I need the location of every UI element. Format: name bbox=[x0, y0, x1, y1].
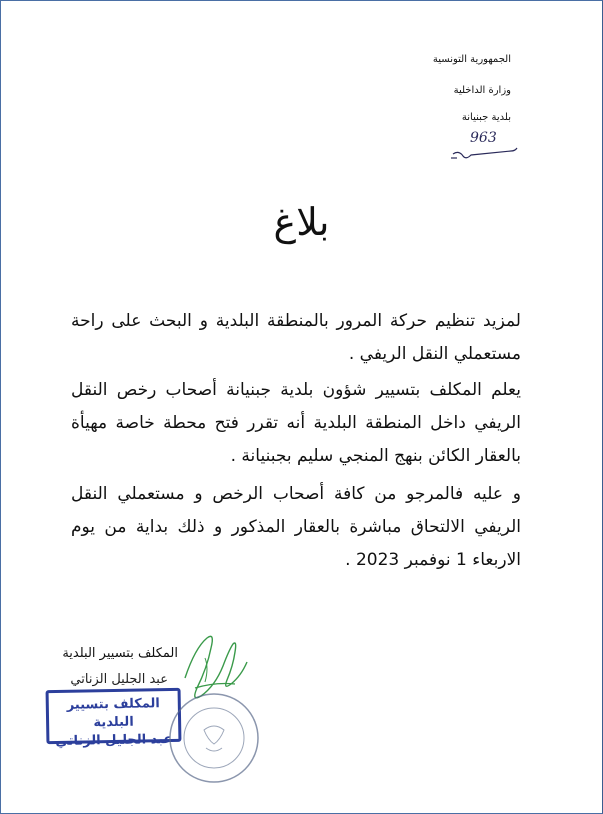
ministry-name: وزارة الداخلية bbox=[453, 85, 511, 96]
signatory-name: عبد الجليل الزناتي bbox=[70, 672, 168, 687]
paragraph-2: يعلم المكلف بتسيير شؤون بلدية جبنيانة أصحاب رخص النقل الريفي داخل المنطقة البلدية أنه تقرر فتح محطة خاصة مهيأة بالعقار الكائن بنهج المنجي سليم بجبنيانة . bbox=[71, 380, 521, 466]
municipality-name: بلدية جبنيانة bbox=[461, 112, 511, 123]
municipal-seal bbox=[166, 690, 262, 786]
signatory-title: المكلف بتسيير البلدية bbox=[62, 646, 178, 661]
paragraph-1: لمزيد تنظيم حركة المرور بالمنطقة البلدية و البحث على راحة مستعملي النقل الريفي . bbox=[71, 311, 521, 364]
reference-number-handwriting bbox=[445, 124, 525, 164]
ref-number-text: 963 bbox=[470, 130, 497, 146]
stamp-line-1: المكلف بتسيير البلدية bbox=[66, 696, 160, 731]
stamp-line-2: عبد الجليل الزناتي bbox=[55, 731, 173, 750]
country-name: الجمهورية التونسية bbox=[432, 54, 511, 65]
document-title: بلاغ bbox=[273, 200, 330, 244]
official-stamp bbox=[46, 688, 182, 750]
paragraph-3: و عليه فالمرجو من كافة أصحاب الرخص و مستعملي النقل الريفي الالتحاق مباشرة بالعقار المذكور و ذلك بداية من يوم الاربعاء 1 نوفمبر 2023 . bbox=[71, 484, 521, 570]
